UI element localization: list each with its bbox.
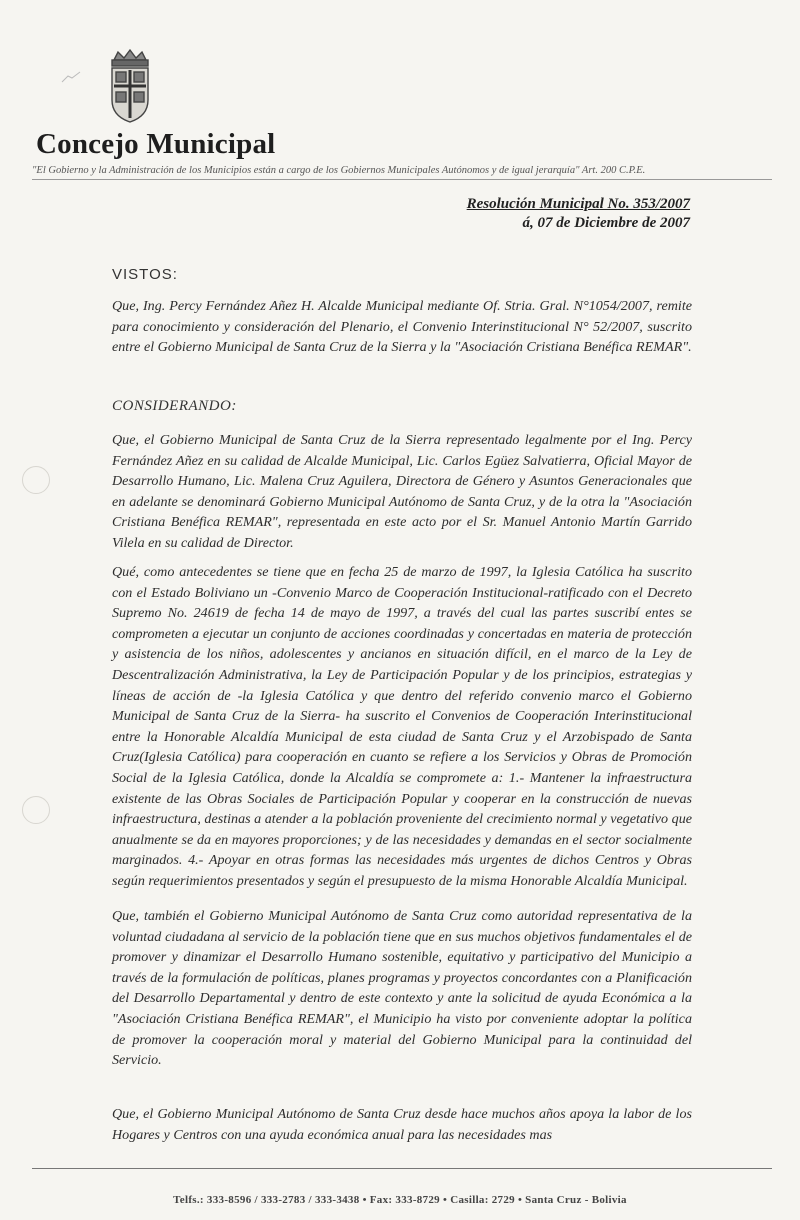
motto-line: "El Gobierno y la Administración de los Municipios están a cargo de los Gobiernos Municipales Autónomos y de igual jerarquía" Art. 200 C.P.E. bbox=[32, 165, 772, 180]
considerando-paragraph-1: Que, el Gobierno Municipal de Santa Cruz de la Sierra representado legalmente por el Ing. Percy Fernández Añez en su calidad de Alcalde Municipal, Lic. Carlos Egüez Salvatierra, Oficial Mayor de Desarrollo Humano, Lic. Malena Cruz Aguilera, Directora de Género y Asuntos Generacionales que en adelante se denominará Gobierno Municipal Autónomo de Santa Cruz, y de la otra la "Asociación Cristiana Benéfica REMAR", representada en este acto por el Sr. Manuel Antonio Martín Garrido Vilela en su calidad de Director. bbox=[112, 432, 692, 551]
resolution-date: á, 07 de Diciembre de 2007 bbox=[522, 215, 690, 231]
footer-contact: Telfs.: 333-8596 / 333-2783 / 333-3438 • Fax: 333-8729 • Casilla: 2729 • Santa Cruz - Bolivia bbox=[173, 1194, 627, 1206]
vistos-paragraph: Que, Ing. Percy Fernández Añez H. Alcalde Municipal mediante Of. Stria. Gral. N°1054/2007, remite para conocimiento y consideración del Plenario, el Convenio Interinstitucional N° 52/2007, suscrito entre el Gobierno Municipal de Santa Cruz de la Sierra y la "Asociación Cristiana Benéfica REMAR". bbox=[112, 298, 692, 356]
punch-hole bbox=[22, 466, 50, 494]
resolution-number: Resolución Municipal No. 353/2007 bbox=[466, 196, 690, 212]
footer-divider bbox=[32, 1168, 772, 1169]
coat-of-arms-icon bbox=[104, 46, 156, 126]
considerando-heading: CONSIDERANDO: bbox=[112, 398, 237, 414]
vistos-heading: VISTOS: bbox=[112, 266, 178, 283]
organization-title: Concejo Municipal bbox=[36, 128, 276, 160]
considerando-paragraph-3: Que, también el Gobierno Municipal Autónomo de Santa Cruz como autoridad representativa de la voluntad ciudadana al servicio de la población tiene que en sus muchos objetivos fundamentales el de promover y dinamizar el Desarrollo Humano sostenible, equitativo y participativo del Municipio a través de la formulación de políticas, planes programas y proyectos concordantes con a Planificación del Desarrollo Departamental y dentro de este contexto y ante la solicitud de ayuda Económica a la "Asociación Cristiana Benéfica REMAR", el Municipio ha visto por conveniente adoptar la política de promover la cooperación moral y material del Gobierno Municipal para la continuidad del Servicio. bbox=[112, 908, 692, 1069]
considerando-paragraph-4: Que, el Gobierno Municipal Autónomo de Santa Cruz desde hace muchos años apoya la labor de los Hogares y Centros con una ayuda económica anual para las necesidades mas bbox=[112, 1106, 692, 1143]
resolution-block bbox=[467, 196, 690, 232]
considerando-paragraph-2: Qué, como antecedentes se tiene que en fecha 25 de marzo de 1997, la Iglesia Católica ha suscrito con el Estado Boliviano un -Convenio Marco de Cooperación Institucional-ratificado con el Decreto Supremo No. 24619 de fecha 14 de mayo de 1997, a través del cual las partes suscribí entes se comprometen a ejecutar un conjunto de acciones coordinadas y concertadas en materia de protección y asistencia de los niños, adolescentes y ancianos en situación difícil, en el marco de la Ley de Descentralización Administrativa, la Ley de Participación Popular y de los principios, estrategias y líneas de acción de -la Iglesia Católica y que dentro del referido convenio marco el Gobierno Municipal de Santa Cruz de la Sierra- ha suscrito el Convenios de Cooperación Interinstitucional entre la Honorable Alcaldía Municipal de esta ciudad de Santa Cruz y el Arzobispado de Santa Cruz(Iglesia Católica) para cooperación en cuanto se refiere a los Servicios y Obras de Promoción Social de la Iglesia Católica, donde la Alcaldía se compromete a: 1.- Mantener la infraestructura existente de las Obras Sociales de Participación Popular y cooperar en la construcción de nuevas infraestructura, destinas a atender a la población proveniente del crecimiento normal y vegetativo que anualmente se da en mayores proporciones; y de las necesidades y demandas en el sector socialmente marginados. 4.- Apoyar en otras formas las necesidades más urgentes de dichos Centros y Obras según requerimientos presentados y según el presupuesto de la misma Honorable Alcaldía Municipal. bbox=[112, 564, 692, 889]
scan-speck bbox=[60, 70, 82, 84]
punch-hole bbox=[22, 796, 50, 824]
